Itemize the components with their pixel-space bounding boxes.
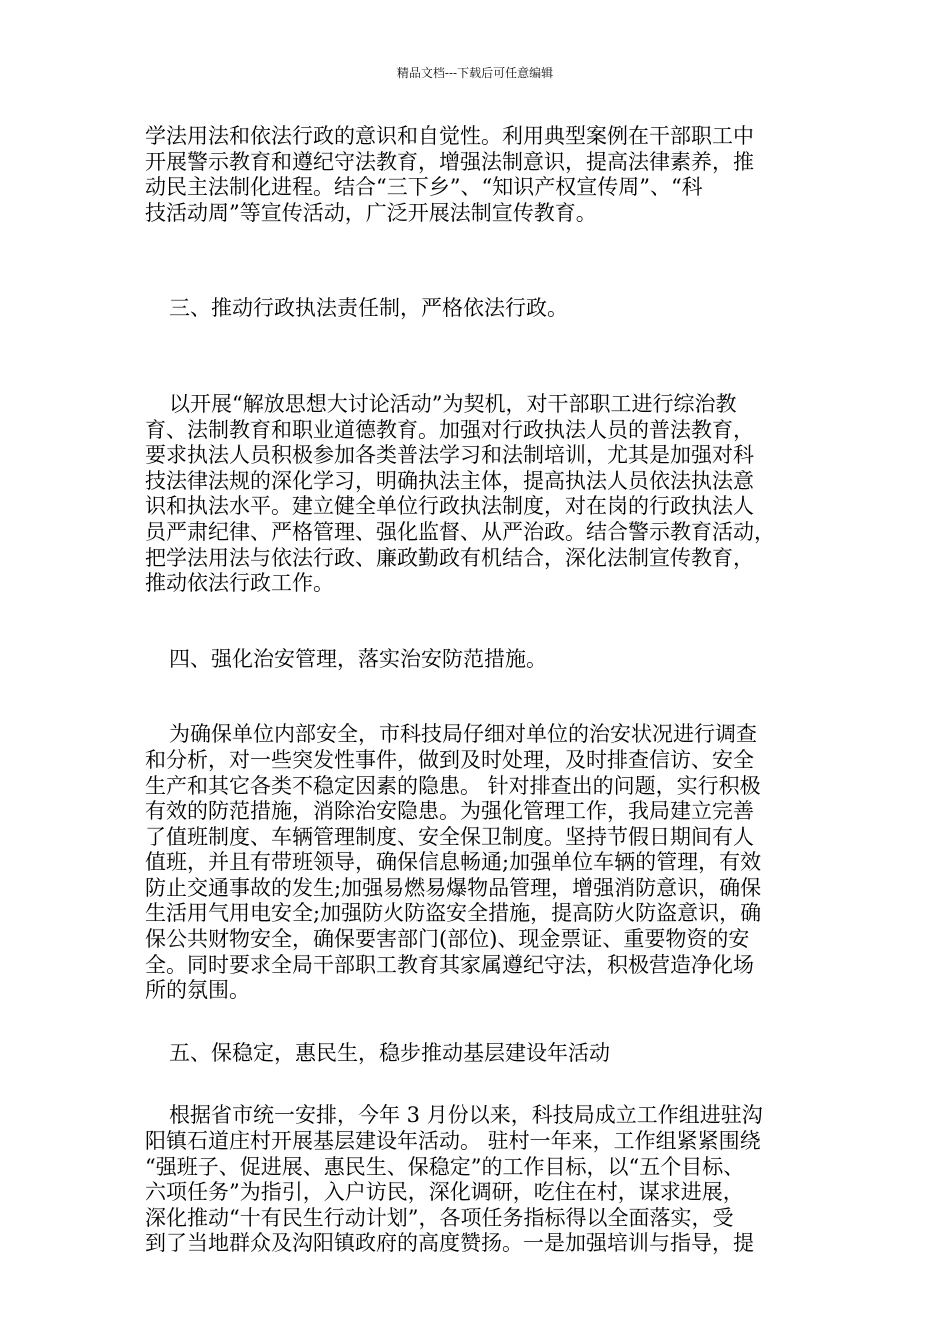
text-line: 六项任务”为指引，入户访民，深化调研，吃住在村，谋求进展， [145, 1180, 744, 1205]
text-line: 把学法用法与依法行政、廉政勤政有机结合，深化法制宣传教育， [145, 545, 754, 570]
paragraph-3 [145, 722, 817, 1004]
text-line: 员严肃纪律、严格管理、强化监督、从严治政。结合警示教育活动， [145, 519, 775, 544]
text-line: 所的氛围。 [145, 978, 250, 1003]
text-line: 有效的防范措施，消除治安隐患。为强化管理工作，我局建立完善 [145, 799, 754, 824]
text-line: 技法律法规的深化学习，明确执法主体，提高执法人员依法执法意 [145, 468, 754, 493]
text-line: “强班子、促进展、惠民生、保稳定”的工作目标，以“五个目标、 [145, 1154, 745, 1179]
text-line: 防止交通事故的发生;加强易燃易爆物品管理，增强消防意识，确保 [145, 875, 762, 900]
section-heading-4: 四、强化治安管理，落实治安防范措施。 [169, 646, 547, 671]
text-line: 生产和其它各类不稳定因素的隐患。 针对排查出的问题，实行积极 [145, 773, 761, 798]
page-header: 精品文档---下载后可任意编辑 [396, 66, 554, 80]
section-heading-3: 三、推动行政执法责任制，严格依法行政。 [169, 296, 568, 321]
text-line: 育、法制教育和职业道德教育。加强对行政执法人员的普法教育， [145, 417, 754, 442]
text-line: 全。同时要求全局干部职工教育其家属遵纪守法，积极营造净化场 [145, 952, 754, 977]
text-line: 阳镇石道庄村开展基层建设年活动。 驻村一年来，工作组紧紧围绕 [145, 1129, 761, 1154]
text-line: 动民主法制化进程。结合“三下乡”、“知识产权宣传周”、“科 [145, 175, 703, 200]
paragraph-1 [145, 124, 817, 226]
text-line: 为确保单位内部安全，市科技局仔细对单位的治安状况进行调查 [169, 722, 757, 747]
document-body [145, 124, 817, 1257]
text-line: 生活用气用电安全;加强防火防盗安全措施，提高防火防盗意识，确 [145, 901, 762, 926]
text-line: 保公共财物安全，确保要害部门(部位)、现金票证、重要物资的安 [145, 927, 750, 952]
text-line: 以开展“解放思想大讨论活动”为契机，对干部职工进行综治教 [169, 391, 737, 416]
section-heading-5: 五、保稳定，惠民生，稳步推动基层建设年活动 [169, 1040, 610, 1065]
text-line: 根据省市统一安排，今年 3 月份以来，科技局成立工作组进驻沟 [169, 1103, 763, 1128]
text-line: 技活动周”等宣传活动，广泛开展法制宣传教育。 [145, 200, 597, 225]
text-line: 和分析，对一些突发性事件，做到及时处理，及时排查信访、安全 [145, 747, 754, 772]
text-line: 识和执法水平。建立健全单位行政执法制度，对在岗的行政执法人 [145, 494, 754, 519]
text-line: 学法用法和依法行政的意识和自觉性。利用典型案例在干部职工中 [145, 124, 754, 148]
text-line: 推动依法行政工作。 [145, 571, 334, 596]
text-line: 了值班制度、车辆管理制度、安全保卫制度。坚持节假日期间有人 [145, 824, 754, 849]
text-line: 要求执法人员积极参加各类普法学习和法制培训，尤其是加强对科 [145, 443, 754, 468]
text-line: 到了当地群众及沟阳镇政府的高度赞扬。一是加强培训与指导，提 [145, 1231, 754, 1256]
paragraph-2 [145, 392, 817, 597]
text-line: 值班，并且有带班领导，确保信息畅通;加强单位车辆的管理，有效 [145, 850, 762, 875]
paragraph-4 [145, 1103, 817, 1257]
text-line: 深化推动“十有民生行动计划”，各项任务指标得以全面落实，受 [145, 1205, 734, 1230]
text-line: 开展警示教育和遵纪守法教育，增强法制意识，提高法律素养，推 [145, 149, 754, 174]
